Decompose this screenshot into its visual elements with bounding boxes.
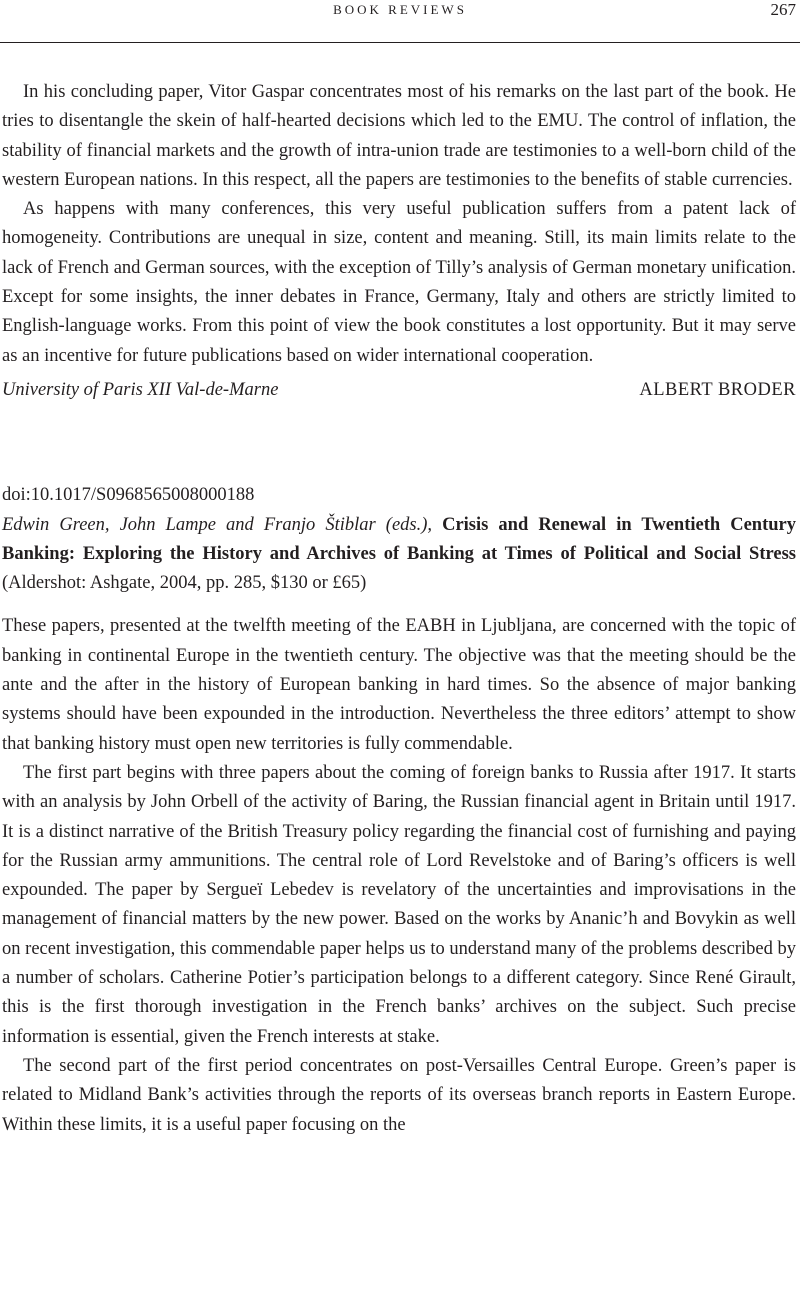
book-publication-details: (Aldershot: Ashgate, 2004, pp. 285, $130 or £65) xyxy=(2,573,367,594)
running-title: BOOK REVIEWS xyxy=(333,2,467,17)
page-body xyxy=(2,78,796,1140)
review2-paragraph-2: The first part begins with three papers about the coming of foreign banks to Russia after 1917. It starts with an analysis by John Orbell of the activity of Baring, the Russian financial agent in Britain until 1917. It is a distinct narrative of the British Treasury policy regarding the financial cost of furnishing and paying for the Russian army ammunitions. The central role of Lord Revelstoke and of Baring’s officers is well expounded. The paper by Sergueï Lebedev is revelatory of the uncertainties and improvisations in the management of financial matters by the new power. Based on the works by Ananic’h and Bovykin as well on recent investigation, this commendable paper helps us to understand many of the problems described by a number of scholars. Catherine Potier’s participation belongs to a different category. Since René Girault, this is the first thorough investigation in the French banks’ archives on the subject. Such precise information is essential, given the French interests at stake. xyxy=(2,762,796,1047)
reviewer-name: ALBERT BRODER xyxy=(639,379,796,400)
book-editors: Edwin Green, John Lampe and Franjo Štiblar (eds.), xyxy=(2,514,433,535)
review1-paragraph-1: In his concluding paper, Vitor Gaspar concentrates most of his remarks on the last part of the book. He tries to disentangle the skein of half-hearted decisions which led to the EMU. The control of inflation, the stability of financial markets and the growth of intra-union trade are testimonies to a well-born child of the western European nations. In this respect, all the papers are testimonies to the benefits of stable currencies. xyxy=(2,82,796,190)
review2-doi: doi:10.1017/S0968565008000188 xyxy=(2,485,255,506)
review2-paragraph-1: These papers, presented at the twelfth meeting of the EABH in Ljubljana, are concerned with the topic of banking in continental Europe in the twentieth century. The objective was that the meeting should be the ante and the after in the history of European banking in hard times. So the absence of major banking systems should have been expounded in the introduction. Nevertheless the three editors’ attempt to show that banking history must open new territories is fully commendable. xyxy=(2,616,796,754)
page-number: 267 xyxy=(770,0,796,19)
review2-paragraph-3: The second part of the first period concentrates on post-Versailles Central Europe. Green’s paper is related to Midland Bank’s activities through the reports of its overseas branch reports in Eastern Europe. Within these limits, it is a useful paper focusing on the xyxy=(2,1055,796,1135)
review1-signature xyxy=(2,376,796,405)
running-head xyxy=(0,0,800,43)
review1-paragraph-2: As happens with many conferences, this very useful publication suffers from a patent lack of homogeneity. Contributions are unequal in size, content and meaning. Still, its main limits relate to the lack of French and German sources, with the exception of Tilly’s analysis of German monetary unification. Except for some insights, the inner debates in France, Germany, Italy and others are strictly limited to English-language works. From this point of view the book constitutes a lost opportunity. But it may serve as an incentive for future publications based on wider international cooperation. xyxy=(2,199,796,366)
reviewer-institution: University of Paris XII Val-de-Marne xyxy=(2,379,279,400)
review2-citation xyxy=(2,511,796,599)
book-title: Crisis and Renewal in Twentieth Century Banking: Exploring the History and Archives of Banking at Times of Political and Social Stress xyxy=(2,514,797,564)
